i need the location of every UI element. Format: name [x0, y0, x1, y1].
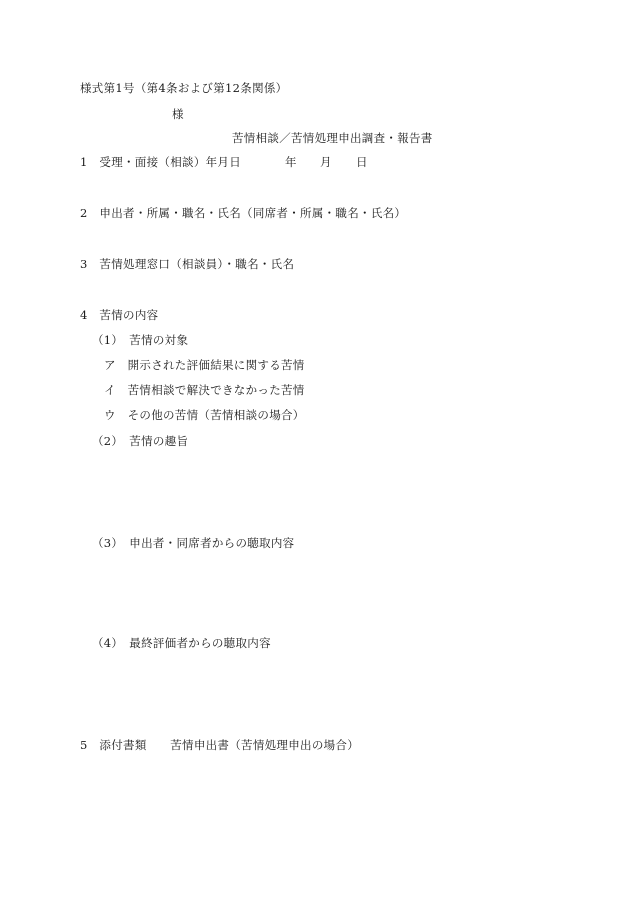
section-2-label: 2 申出者・所属・職名・氏名（同席者・所属・職名・氏名） — [80, 206, 407, 220]
section-4-label: 4 苦情の内容 — [80, 308, 159, 322]
date-year-label: 年 — [285, 155, 297, 169]
section-5-label: 5 添付書類 苦情申出書（苦情処理申出の場合） — [80, 738, 360, 752]
form-number: 様式第1号（第4条および第12条関係） — [80, 81, 288, 95]
complaint-target-option-i: イ 苦情相談で解決できなかった苦情 — [104, 383, 305, 397]
subsection-4-2-label: （2） 苦情の趣旨 — [92, 434, 189, 448]
section-3-label: 3 苦情処理窓口（相談員）・職名・氏名 — [80, 257, 295, 271]
subsection-4-3-label: （3） 申出者・同席者からの聴取内容 — [92, 536, 295, 550]
date-month-label: 月 — [320, 155, 332, 169]
subsection-4-1-label: （1） 苦情の対象 — [92, 333, 189, 347]
subsection-4-4-label: （4） 最終評価者からの聴取内容 — [92, 636, 271, 650]
section-1-label: 1 受理・面接（相談）年月日 — [80, 155, 242, 169]
complaint-target-option-a: ア 開示された評価結果に関する苦情 — [104, 358, 305, 372]
complaint-target-option-u: ウ その他の苦情（苦情相談の場合） — [104, 408, 305, 422]
document-title: 苦情相談／苦情処理申出調査・報告書 — [232, 131, 433, 145]
addressee-suffix: 様 — [172, 107, 184, 121]
date-day-label: 日 — [356, 155, 368, 169]
